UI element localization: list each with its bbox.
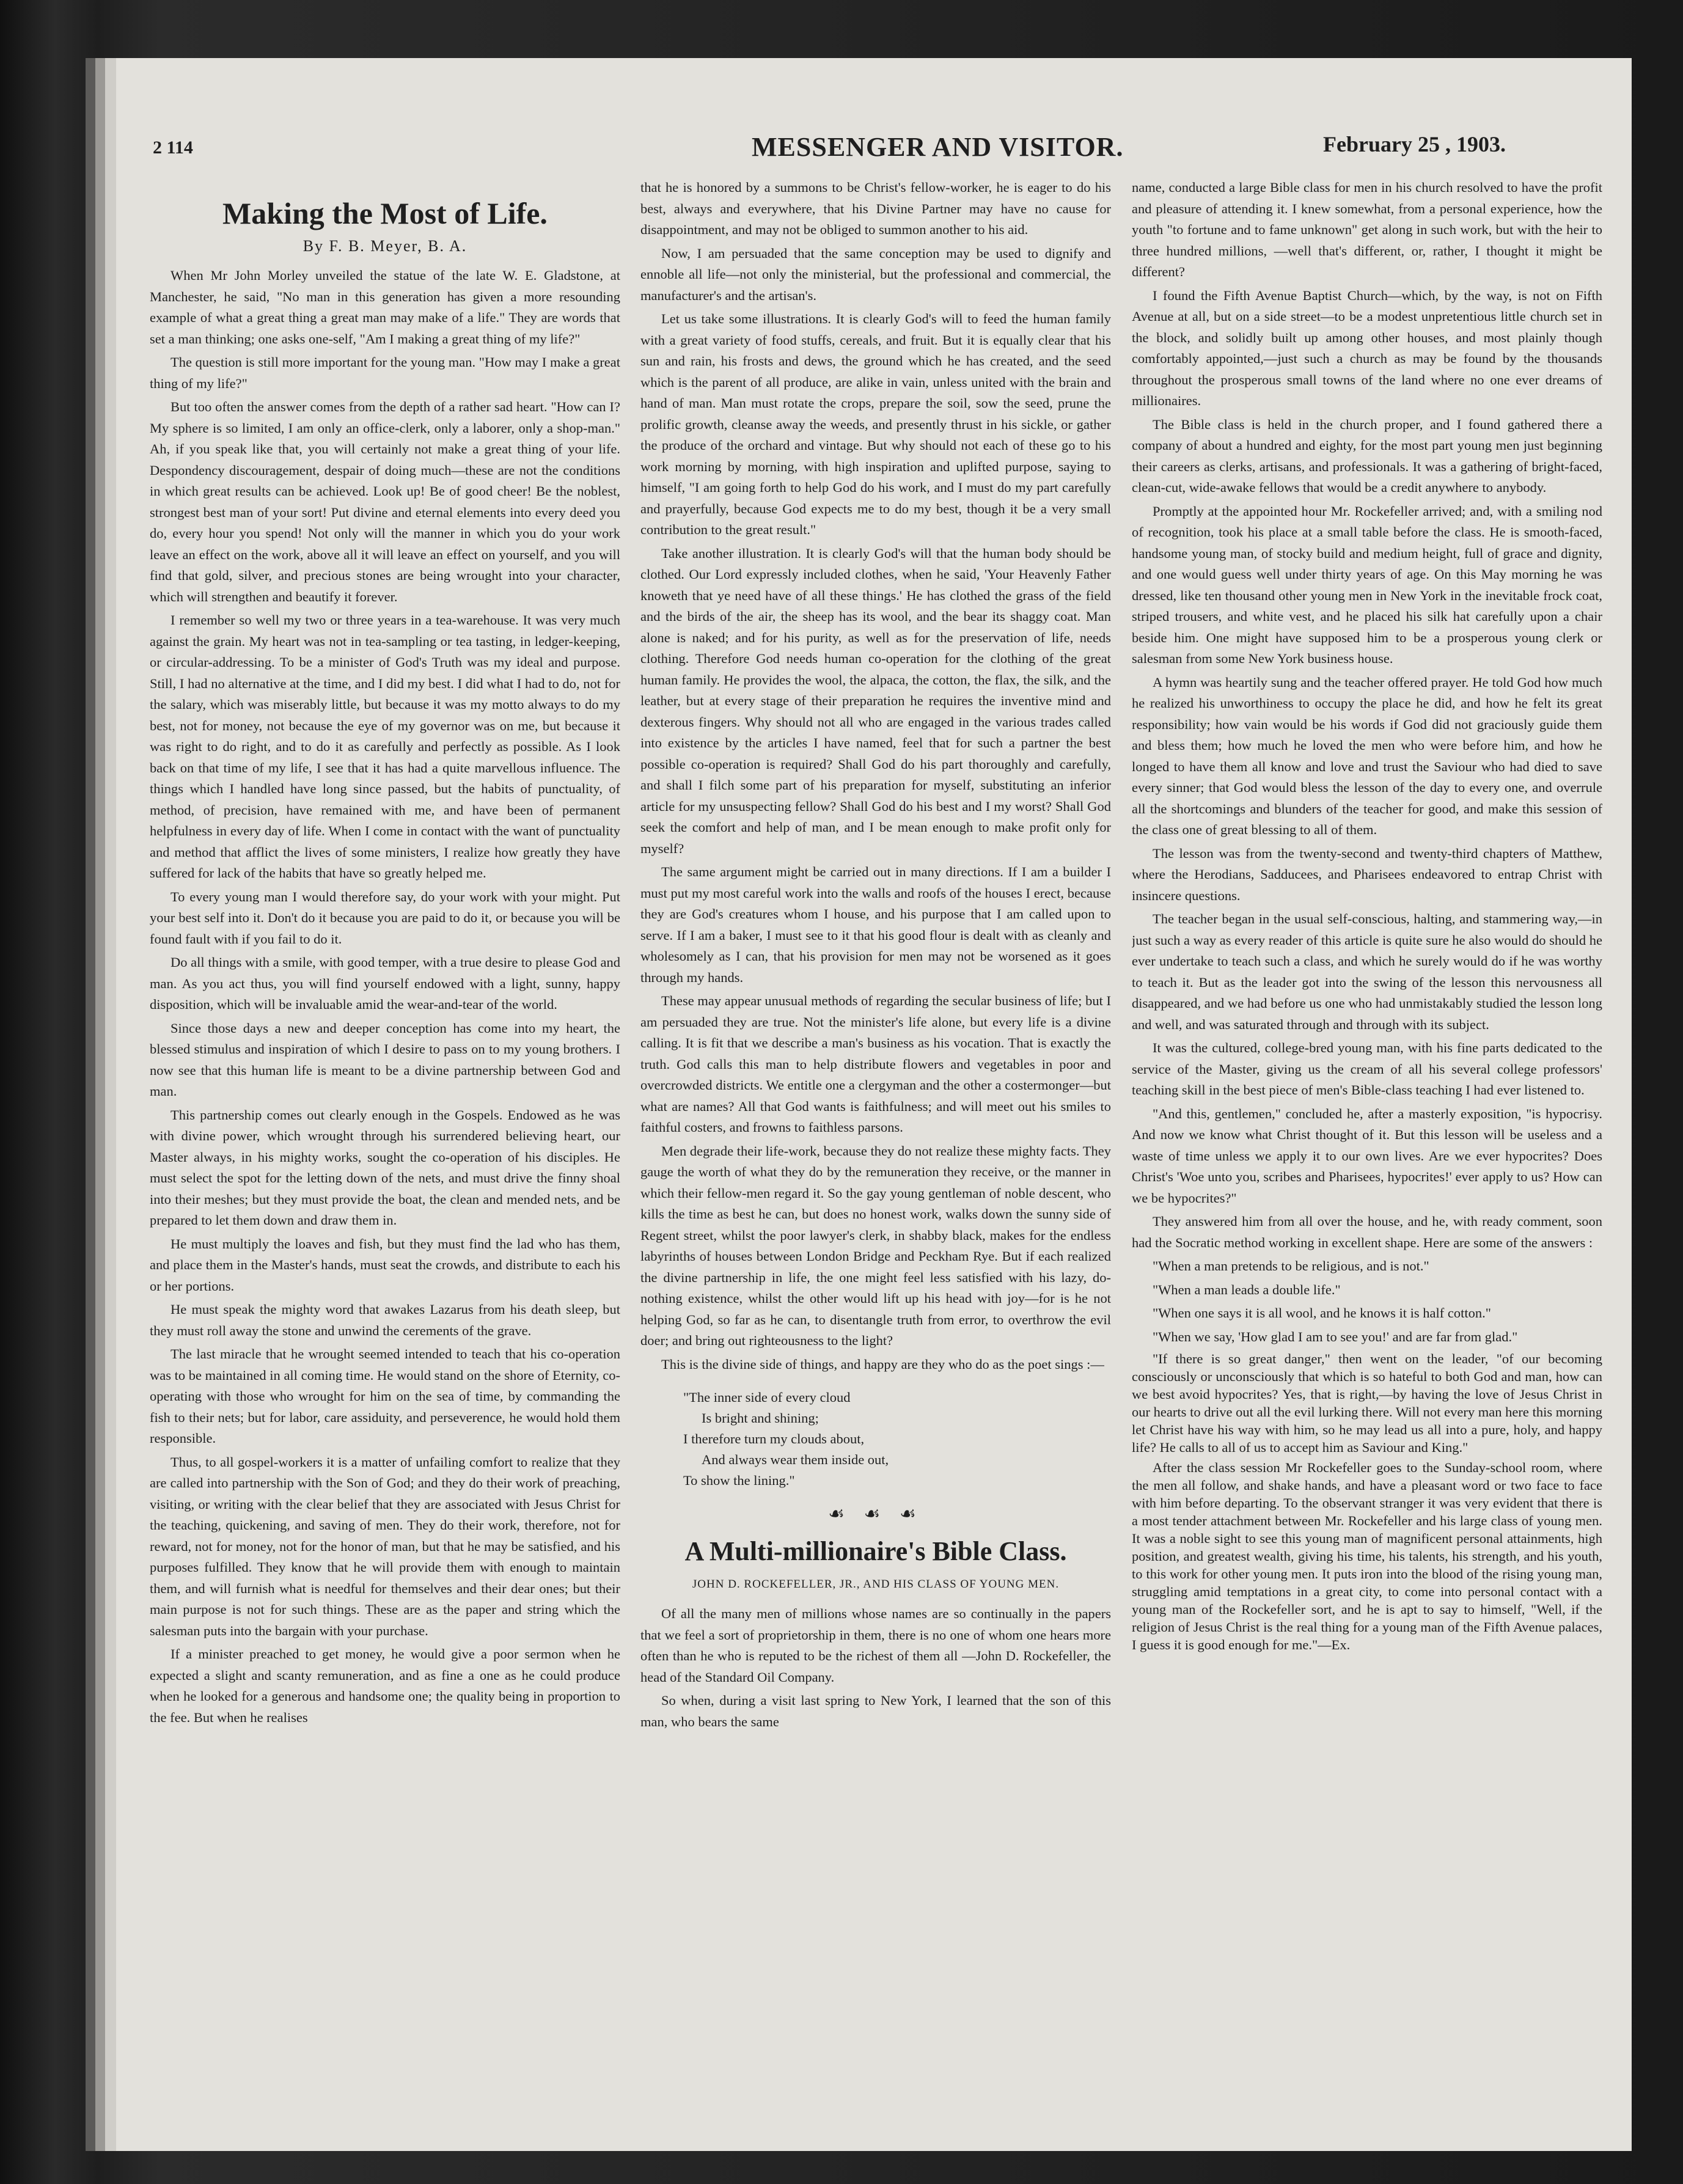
paragraph: Thus, to all gospel-workers it is a matter of unfailing comfort to realize that they are called into partnership with the Son of God; and they do their work of preaching, visiting, or writing with the clear belief that they are associated with Jesus Christ for the teaching, quickening, and saving of men. They do their work, therefore, not for reward, not for money, not for the honor of man, but that he may be satisfied, and his purposes fulfilled. They know that he will provide them with enough to maintain them, and will furnish what is needful for themselves and their dear ones; but their main purpose is not for such things. These are as the paper and string which the salesman puts into the bargain with your purchase. <box>150 1454 620 1638</box>
paragraph: If a minister preached to get money, he would give a poor sermon when he expected a slight and scanty remuneration, and as fine a one as he could produce when he looked for a generous and handsome one; the quality being in proportion to the fee. But when he realises <box>150 1646 620 1725</box>
paragraph: name, conducted a large Bible class for men in his church resolved to have the profit and pleasure of attending it. I knew somewhat, from a personal experience, how the youth "to fortune and to fame unknown" get along in such work, but with the heir to three hundred millions, —well that's different, or, rather, I thought it might be different? <box>1132 180 1602 279</box>
paragraph: But too often the answer comes from the depth of a rather sad heart. "How can I? My sphere is so limited, I am only an office-clerk, only a laborer, only a shop-man." Ah, if you speak like that, you will certainly not make a great thing of your life. Despondency discouragement, despair of doing much—these are not the conditions in which great results can be achieved. Look up! Be of good cheer! Be the noblest, strongest best man of your sort! Put divine and eternal elements into every deed you do, every hour you spend! Not only will the manner in which you do your work leave an effect on the work, above all it will leave an effect on yourself, and you will find that gold, silver, and precious stones are being wrought into your character, which will strengthen and beautify it forever. <box>150 399 620 604</box>
paragraph: They answered him from all over the house, and he, with ready comment, soon had the Socratic method working in excellent shape. Here are some of the answers : <box>1132 1214 1602 1250</box>
paragraph: that he is honored by a summons to be Christ's fellow-worker, he is eager to do his best, always and everywhere, that his Divine Partner may have no cause for disappointment, and may not be obliged to summon another to his aid. <box>640 180 1111 237</box>
paragraph: I found the Fifth Avenue Baptist Church—which, by the way, is not on Fifth Avenue at all, but on a side street—to be a modest unpretentious little church set in the block, and solidly built up among other houses, and most plainly though comfortably appointed,—just such a church as may be found by the thousands throughout the prosperous small towns of the land where no one ever dreams of millionaires. <box>1132 287 1602 408</box>
paragraph: Take another illustration. It is clearly God's will that the human body should be clothed. Our Lord expressly included clothes, when he said, 'Your Heavenly Father knoweth that ye need have of all these things.' He has clothed the grass of the field and the birds of the air, the sheep has its wool, and the bear its shaggy coat. Man alone is naked; and for his purity, as well as for the preservation of life, needs clothing. Therefore God needs human co-operation for the clothing of the great human family. He provides the wool, the alpaca, the cotton, the flax, the silk, and the leather, but at every stage of their preparation he requires the inventive mind and dexterous fingers. Why should not all who are engaged in the various trades called into existence by the articles I have named, feel that for such a partner the best possible co-operation is required? Shall God do his part thoroughly and carefully, and shall I filch some part of his preparation for myself, substituting an inferior article for my unsuspecting fellow? Shall God do his best and I my worst? Shall God seek the comfort and help of man, and I be mean enough to make profit only for myself? <box>640 545 1111 856</box>
paragraph: Men degrade their life-work, because they do not realize these mighty facts. They gauge the worth of what they do by the remuneration they receive, or the manner in which their fellow-men regard it. So the gay young gentleman of noble descent, who kills the time as best he can, but does no honest work, walks down the sunny side of Regent street, whilst the poor lawyer's clerk, in shabby black, makes for the endless labyrinths of houses between London Bridge and Peckham Rye. But if each realized the divine partnership in life, the one might feel less satisfied with his lazy, do-nothing existence, whilst the other would lift up his head with joy—for is he not helping God, so far as he can, to disentangle truth from error, to overthrow the evil doer; and bring out righteousness to the light? <box>640 1143 1111 1348</box>
paragraph: Promptly at the appointed hour Mr. Rockefeller arrived; and, with a smiling nod of recognition, took his place at a small table before the class. He is smooth-faced, handsome young man, of stocky build and medium height, full of grace and dignity, and one would guess well under thirty years of age. On this May morning he was dressed, like ten thousand other young men in New York in the inevitable frock coat, striped trousers, and white vest, and he placed his silk hat carefully upon a chair beside him. One might have supposed him to be a prosperous young clerk or salesman from some New York business house. <box>1132 503 1602 666</box>
paragraph: Since those days a new and deeper conception has come into my heart, the blessed stimulus and inspiration of which I desire to pass on to my young brothers. I now see that this human life is meant to be a divine partnership between God and man. <box>150 1020 620 1099</box>
paragraph: After the class session Mr Rockefeller goes to the Sunday-school room, where the men all follow, and shake hands, and have a pleasant word or two face to face with him before departing. To the observant stranger it was very evident that there is a most tender attachment between Mr. Rockefeller and his large class of young men. It was a noble sight to see this young man of magnificent personal attainments, high position, and greatest wealth, giving his time, his talents, his strength, and his youth, to this work for other young men. It puts iron into the blood of the rising young man, struggling amid temptations in a great city, to come into personal contact with a young man of the Rockefeller sort, and he is apt to say to himself, "Well, if the religion of Jesus Christ is the real thing for a young man of the Fifth Avenue palaces, I guess it is good enough for me."—Ex. <box>1132 1460 1602 1652</box>
paragraph: He must speak the mighty word that awakes Lazarus from his death sleep, but they must roll away the stone and unwind the cerements of the grave. <box>150 1302 620 1338</box>
poem-line: And always wear them inside out, <box>702 1452 889 1467</box>
column-3 <box>1132 177 1602 2142</box>
paragraph: This is the divine side of things, and happy are they who do as the poet sings :— <box>661 1356 1104 1372</box>
article-subtitle: JOHN D. ROCKEFELLER, JR., AND HIS CLASS OF YOUNG MEN. <box>692 1578 1060 1591</box>
newspaper-page <box>116 58 1632 2151</box>
column-1 <box>150 177 620 2142</box>
paragraph: Let us take some illustrations. It is clearly God's will to feed the human family with a great variety of food stuffs, cereals, and fruit. But it is equally clear that his sun and rain, his frosts and dews, the ground which he has created, and the seed which is the parent of all produce, are alike in vain, unless united with the brain and hand of man. Man must rotate the crops, prepare the soil, sow the seed, prune the prolific growth, cleanse away the weeds, and presently thrust in his sickle, or gather the produce of the orchard and vintage. But why should not each of these go to his work morning by morning, with high inspiration and uplifted purpose, saying to himself, "I am going forth to help God do his work, and I must do my part carefully and prayerfully, because God expects me to do my best, though it be a very small contribution to the great result." <box>640 311 1111 537</box>
paragraph: "When a man pretends to be religious, and is not." <box>1153 1258 1429 1273</box>
paragraph: The teacher began in the usual self-conscious, halting, and stammering way,—in just such a way as every reader of this article is quite sure he also would do should he ever undertake to teach such a class, and which he surely would do if he was worthy to teach it. But as the leader got into the swing of the lesson this nervousness all disappeared, and we had before us one who had unmistakably studied the lesson long and well, and was saturated through and through with its subject. <box>1132 911 1602 1032</box>
poem-line: To show the lining." <box>683 1473 795 1488</box>
paragraph: It was the cultured, college-bred young man, with his fine parts dedicated to the service of the Master, giving us the cream of all his several college professors' teaching skill in the best piece of men's Bible-class teaching I had ever listened to. <box>1132 1040 1602 1097</box>
page-number: 2 114 <box>153 137 193 158</box>
paragraph: The lesson was from the twenty-second and twenty-third chapters of Matthew, where the Herodians, Sadducees, and Pharisees endeavored to entrap Christ with insincere questions. <box>1132 845 1602 903</box>
paragraph: This partnership comes out clearly enough in the Gospels. Endowed as he was with divine power, which wrought through his surrendered believing heart, our Master always, in his mighty works, sought the co-operation of his disciples. He must select the spot for the letting down of the nets, and must drive the finny shoal into their meshes; but they must provide the boat, the clean and mended nets, and be prepared to let them down and draw them in. <box>150 1107 620 1228</box>
paragraph: He must multiply the loaves and fish, but they must find the lad who has them, and place them in the Master's hands, must seat the crowds, and distribute to each his or her portions. <box>150 1236 620 1294</box>
paragraph: The question is still more important for the young man. "How may I make a great thing of my life?" <box>150 354 620 391</box>
poem <box>683 1387 1111 1491</box>
article-title: Making the Most of Life. <box>222 196 548 230</box>
poem-line: "The inner side of every cloud <box>683 1390 851 1405</box>
issue-date: February 25 , 1903. <box>1323 132 1506 156</box>
paragraph: "When we say, 'How glad I am to see you!' and are far from glad." <box>1153 1328 1518 1344</box>
newspaper-title: MESSENGER AND VISITOR. <box>752 132 1124 162</box>
paragraph: The same argument might be carried out in many directions. If I am a builder I must put my most careful work into the walls and roofs of the houses I erect, because they are God's creatures whom I house, and his purpose that I am called upon to serve. If I am a baker, I must see to it that his good flour is dealt with as cleanly and wholesomely as I can, that his provision for men may not be worsened as it goes through my hands. <box>640 864 1111 985</box>
paragraph: The last miracle that he wrought seemed intended to teach that his co-operation was to be maintained in all coming time. He would stand on the shore of Eternity, co-operating with those who wrought for him on the sea of time, by commanding the fish to their nets; but for labor, care assiduity, and perseverence, he would hold them responsible. <box>150 1346 620 1446</box>
paragraph: To every young man I would therefore say, do your work with your might. Put your best self into it. Don't do it because you are paid to do it, or because you will be found fault with if you fail to do it. <box>150 889 620 947</box>
paragraph: Now, I am persuaded that the same conception may be used to dignify and ennoble all life—not only the ministerial, but the professional and commercial, the manufacturer's and the artisan's. <box>640 245 1111 303</box>
paragraph: Of all the many men of millions whose names are so continually in the papers that we feel a sort of proprietorship in them, there is no one of whom one hears more often than he who is reputed to be the richest of them all —John D. Rockefeller, the head of the Standard Oil Company. <box>640 1606 1111 1685</box>
poem-line: I therefore turn my clouds about, <box>683 1431 865 1446</box>
article-byline: By F. B. Meyer, B. A. <box>302 237 468 255</box>
paragraph: "When one says it is all wool, and he knows it is half cotton." <box>1153 1305 1491 1321</box>
paragraph: I remember so well my two or three years in a tea-warehouse. It was very much against the grain. My heart was not in tea-sampling or tea tasting, in ledger-keeping, or circular-addressing. To be a minister of God's Truth was my ideal and purpose. Still, I had no alternative at the time, and I did my best. I did what I had to do, not for the salary, which was miserably little, but because it was my motto always to do my best, not for money, not because the eye of my governor was on me, but because it was right to do right, and to do it as carefully and perfectly as possible. As I look back on that time of my life, I see that it has had a quite marvellous influence. The things which I handled have long since passed, but the habits of punctuality, of method, of precision, have remained with me, and have been of permanent helpfulness in every day of life. When I come in contact with the want of punctuality and method that afflict the lives of some ministers, I realize how greatly they have suffered for lack of the habits that have so greatly helped me. <box>150 612 620 881</box>
paragraph: "When a man leads a double life." <box>1153 1281 1341 1297</box>
paragraph: A hymn was heartily sung and the teacher offered prayer. He told God how much he realized his unworthiness to occupy the place he did, and how he felt its great responsibility; how vain would be his words if God did not graciously guide them and bless them; how much he loved the men who were before him, and how he longed to have them all know and love and trust the Saviour who had died to save every sinner; that God would bless the lesson of the day to every one, and overrule all the shortcomings and blunders of the teacher for good, and make this session of the class one of great blessing to all of them. <box>1132 674 1602 837</box>
paragraph: These may appear unusual methods of regarding the secular business of life; but I am persuaded they are true. Not the minister's life alone, but every life is a divine calling. It is fit that we describe a man's business as his vocation. That is exactly the truth. God calls this man to help distribute flowers and vegetables in poor and overcrowded districts. We entitle one a clergyman and the other a costermonger—but what are names? All that God wants is faithfulness; and will meet out his smiles to faithful costers, and frowns to faithless parsons. <box>640 993 1111 1135</box>
paragraph: "If there is so great danger," then went on the leader, "of our becoming consciously or unconsciously that which is so hateful to both God and man, how can we best avoid hypocrites? Yes, that is right,—by having the love of Jesus Christ in our hearts to drive out all the evil lurking there. Will not every man here this morning let Christ have his way with him, so he may lead us all into a pure, holy, and happy life? He calls to all of us to accept him as Saviour and King." <box>1132 1351 1602 1455</box>
paragraph: When Mr John Morley unveiled the statue of the late W. E. Gladstone, at Manchester, he said, "No man in this generation has given a more resounding example of what a great thing a great man may make of a life." They are words that set a man thinking; one asks one-self, "Am I making a great thing of my life?" <box>150 268 620 346</box>
paragraph: "And this, gentlemen," concluded he, after a masterly exposition, "is hypocrisy. And now we know what Christ thought of it. But this lesson will be useless and a waste of time unless we apply it to our own lives. Are we ever hypocrites? Does Christ's 'Woe unto you, scribes and Pharisees, hypocrites!' ever apply to us? How can we be hypocrites?" <box>1132 1105 1602 1206</box>
poem-line: Is bright and shining; <box>702 1410 819 1426</box>
column-2 <box>640 177 1111 2142</box>
article-title: A Multi-millionaire's Bible Class. <box>684 1536 1067 1566</box>
section-ornament: ☙ ☙ ☙ <box>828 1504 923 1524</box>
paragraph: Do all things with a smile, with good temper, with a true desire to please God and man. As you act thus, you will find yourself endowed with a light, sunny, happy disposition, which will be invaluable amid the wear-and-tear of the world. <box>150 955 620 1012</box>
paragraph: So when, during a visit last spring to New York, I learned that the son of this man, who bears the same <box>640 1693 1111 1729</box>
paragraph: The Bible class is held in the church proper, and I found gathered there a company of about a hundred and eighty, for the most part young men just beginning their careers as clerks, artisans, and professionals. It was a gathering of bright-faced, clean-cut, wide-awake fellows that would be a credit anywhere to anybody. <box>1132 416 1602 495</box>
